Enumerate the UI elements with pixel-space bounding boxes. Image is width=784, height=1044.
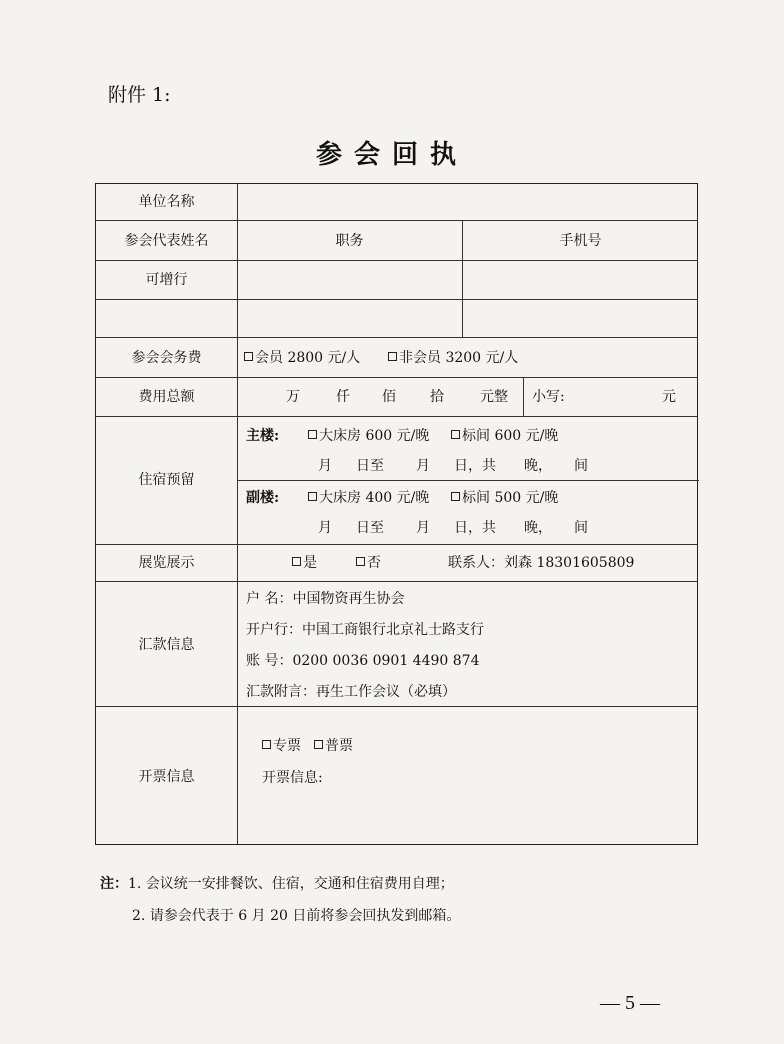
mobile-header: 手机号 (559, 233, 602, 249)
note-2: 2. 请参会代表于 6 月 20 日前将参会回执发到邮箱。 (132, 908, 461, 924)
total-yuan: 元 (662, 389, 676, 405)
checkbox-icon (308, 430, 317, 439)
checkbox-icon (451, 492, 460, 501)
annex-standard-option[interactable]: 标间 500 元/晚 (451, 490, 558, 506)
exhibit-yes-option[interactable]: 是 (292, 555, 317, 571)
remit-note: 汇款附言：再生工作会议（必填） (246, 684, 456, 700)
fee-member-option[interactable]: 会员 2800 元/人 (244, 350, 360, 366)
checkbox-icon (292, 557, 301, 566)
total-yuanzheng: 元整 (480, 389, 508, 405)
position-field-2[interactable] (238, 300, 461, 336)
annex-nights: 晚， (524, 520, 552, 536)
annex-day1: 日至 (356, 520, 384, 536)
main-day1: 日至 (356, 458, 384, 474)
position-header: 职务 (335, 233, 364, 249)
total-bai: 佰 (382, 389, 396, 405)
main-building-label: 主楼: (246, 428, 280, 444)
annex-day2: 日，共 (454, 520, 496, 536)
total-qian: 仟 (336, 389, 350, 405)
checkbox-icon (244, 352, 253, 361)
main-nights: 晚， (524, 458, 552, 474)
invoice-special-option[interactable]: 专票 (262, 738, 301, 754)
add-row-label: 可增行 (145, 272, 188, 288)
annex-building-label: 副楼: (246, 490, 280, 506)
remit-account-name: 户 名：中国物资再生协会 (246, 591, 405, 607)
remit-account-number: 账 号：0200 0036 0901 4490 874 (246, 653, 480, 669)
lodging-label: 住宿预留 (138, 472, 195, 488)
total-shi: 拾 (430, 389, 444, 405)
fee-label: 参会会务费 (131, 350, 202, 366)
checkbox-icon (308, 492, 317, 501)
exhibit-label: 展览展示 (138, 555, 195, 571)
total-wan: 万 (286, 389, 300, 405)
main-day2: 日，共 (454, 458, 496, 474)
exhibit-contact: 联系人：刘森 18301605809 (448, 555, 635, 571)
total-label: 费用总额 (138, 389, 195, 405)
registration-table (95, 183, 698, 845)
remit-label: 汇款信息 (138, 637, 195, 653)
attachment-label: 附件 1: (108, 84, 171, 106)
main-month2: 月 (416, 458, 430, 474)
mobile-field-1[interactable] (463, 261, 698, 298)
invoice-info-label: 开票信息: (262, 770, 323, 786)
main-rooms: 间 (574, 458, 588, 474)
fee-nonmember-option[interactable]: 非会员 3200 元/人 (388, 350, 518, 366)
notes-prefix: 注： (100, 876, 128, 892)
invoice-normal-option[interactable]: 普票 (314, 738, 353, 754)
page-number: — 5 — (600, 992, 660, 1014)
main-big-bed-option[interactable]: 大床房 600 元/晚 (308, 428, 429, 444)
annex-rooms: 间 (574, 520, 588, 536)
exhibit-no-option[interactable]: 否 (356, 555, 381, 571)
note-1: 1. 会议统一安排餐饮、住宿，交通和住宿费用自理； (128, 876, 454, 892)
notes (100, 868, 460, 932)
annex-month1: 月 (318, 520, 332, 536)
checkbox-icon (451, 430, 460, 439)
form-title: 参会回执 (315, 140, 468, 170)
annex-month2: 月 (416, 520, 430, 536)
invoice-info-field[interactable] (356, 764, 686, 834)
unit-name-field[interactable] (238, 185, 698, 219)
mobile-field-2[interactable] (463, 300, 698, 336)
rep-name-label: 参会代表姓名 (124, 233, 209, 249)
invoice-label: 开票信息 (138, 769, 195, 785)
main-month1: 月 (318, 458, 332, 474)
checkbox-icon (356, 557, 365, 566)
remit-bank: 开户行：中国工商银行北京礼士路支行 (246, 622, 484, 638)
unit-name-label: 单位名称 (138, 194, 195, 210)
total-small-label: 小写: (532, 389, 565, 405)
annex-big-bed-option[interactable]: 大床房 400 元/晚 (308, 490, 429, 506)
main-standard-option[interactable]: 标间 600 元/晚 (451, 428, 558, 444)
checkbox-icon (388, 352, 397, 361)
checkbox-icon (262, 740, 271, 749)
position-field-1[interactable] (238, 261, 461, 298)
checkbox-icon (314, 740, 323, 749)
